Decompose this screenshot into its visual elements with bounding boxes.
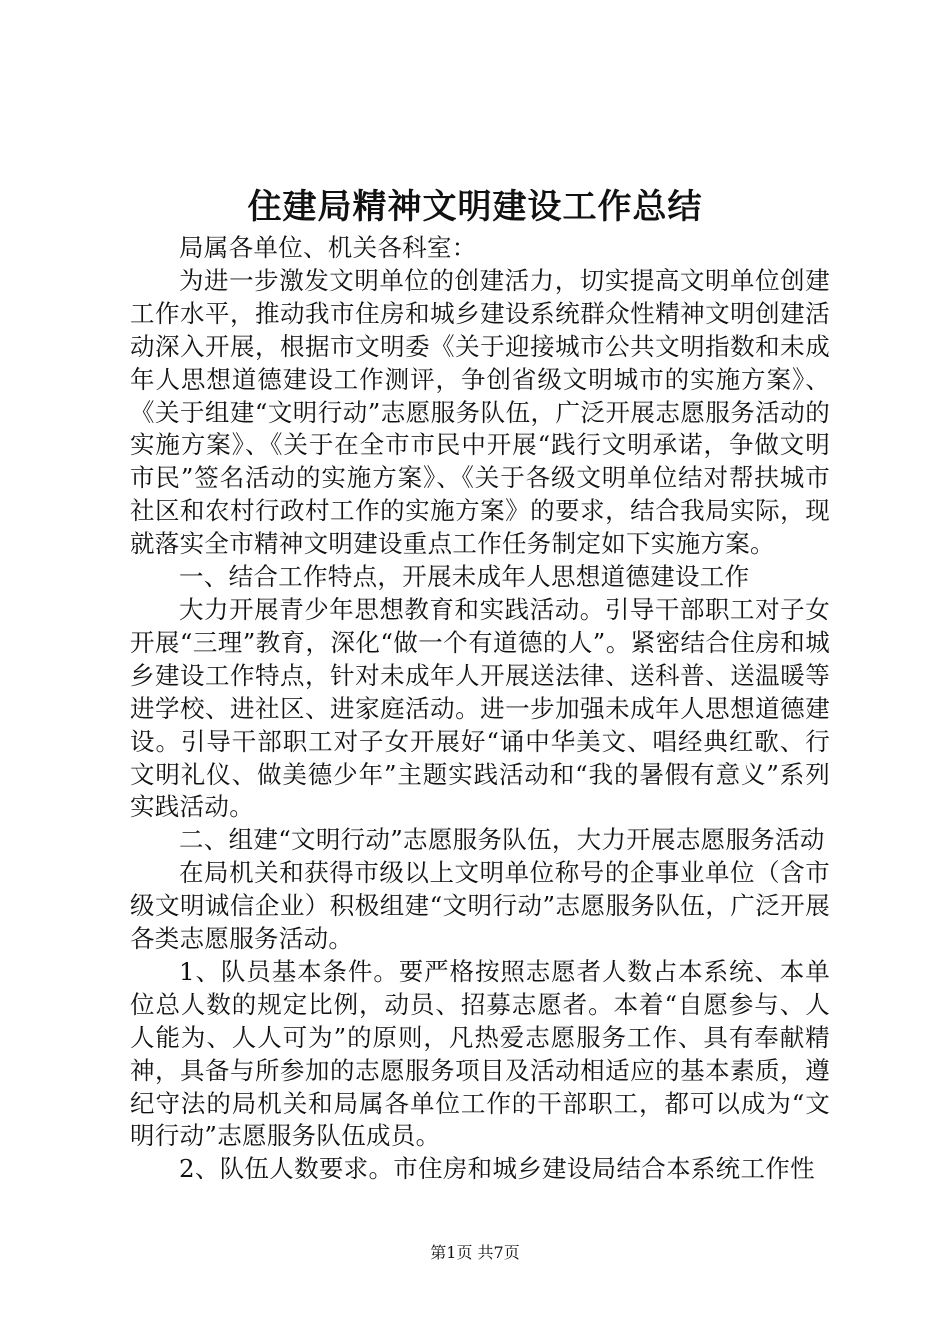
- document-title: 住建局精神文明建设工作总结: [247, 187, 703, 227]
- section-2-paragraph: 在局机关和获得市级以上文明单位称号的企事业单位（含市级文明诚信企业）积极组建“文明行动”志愿服务队伍，广泛开展各类志愿服务活动。: [130, 858, 830, 954]
- salutation-paragraph: 局属各单位、机关各科室：: [179, 233, 477, 262]
- page-number-footer: 第1页 共7页: [430, 1243, 520, 1262]
- section-1-paragraph: 大力开展青少年思想教育和实践活动。引导干部职工对子女开展“三理”教育，深化“做一个有道德的人”。紧密结合住房和城乡建设工作特点，针对未成年人开展送法律、送科普、送温暖等进学校、进社区、进家庭活动。进一步加强未成年人思想道德建设。引导干部职工对子女开展好“诵中华美文、唱经典红歌、行文明礼仪、做美德少年”主题实践活动和“我的暑假有意义”系列实践活动。: [130, 594, 830, 822]
- document-body: [130, 232, 830, 1186]
- section-heading-2: 二、组建“文明行动”志愿服务队伍，大力开展志愿服务活动: [179, 825, 825, 855]
- intro-paragraph: 为进一步激发文明单位的创建活力，切实提高文明单位创建工作水平，推动我市住房和城乡建设系统群众性精神文明创建活动深入开展，根据市文明委《关于迎接城市公共文明指数和未成年人思想道德建设工作测评，争创省级文明城市的实施方案》、《关于组建“文明行动”志愿服务队伍，广泛开展志愿服务活动的实施方案》、《关于在全市市民中开展“践行文明承诺，争做文明市民”签名活动的实施方案》、《关于各级文明单位结对帮扶城市社区和农村行政村工作的实施方案》的要求，结合我局实际，现就落实全市精神文明建设重点工作任务制定如下实施方案。: [130, 265, 830, 559]
- section-heading-1: 一、结合工作特点，开展未成年人思想道德建设工作: [179, 562, 750, 592]
- item-1-paragraph: 1、队员基本条件。要严格按照志愿者人数占本系统、本单位总人数的规定比例，动员、招募志愿者。本着“自愿参与、人人能为、人人可为”的原则，凡热爱志愿服务工作、具有奉献精神，具备与所参加的志愿服务项目及活动相适应的基本素质，遵纪守法的局机关和局属各单位工作的干部职工，都可以成为“文明行动”志愿服务队伍成员。: [130, 956, 831, 1151]
- item-2-paragraph: 2、队伍人数要求。市住房和城乡建设局结合本系统工作性: [179, 1154, 815, 1184]
